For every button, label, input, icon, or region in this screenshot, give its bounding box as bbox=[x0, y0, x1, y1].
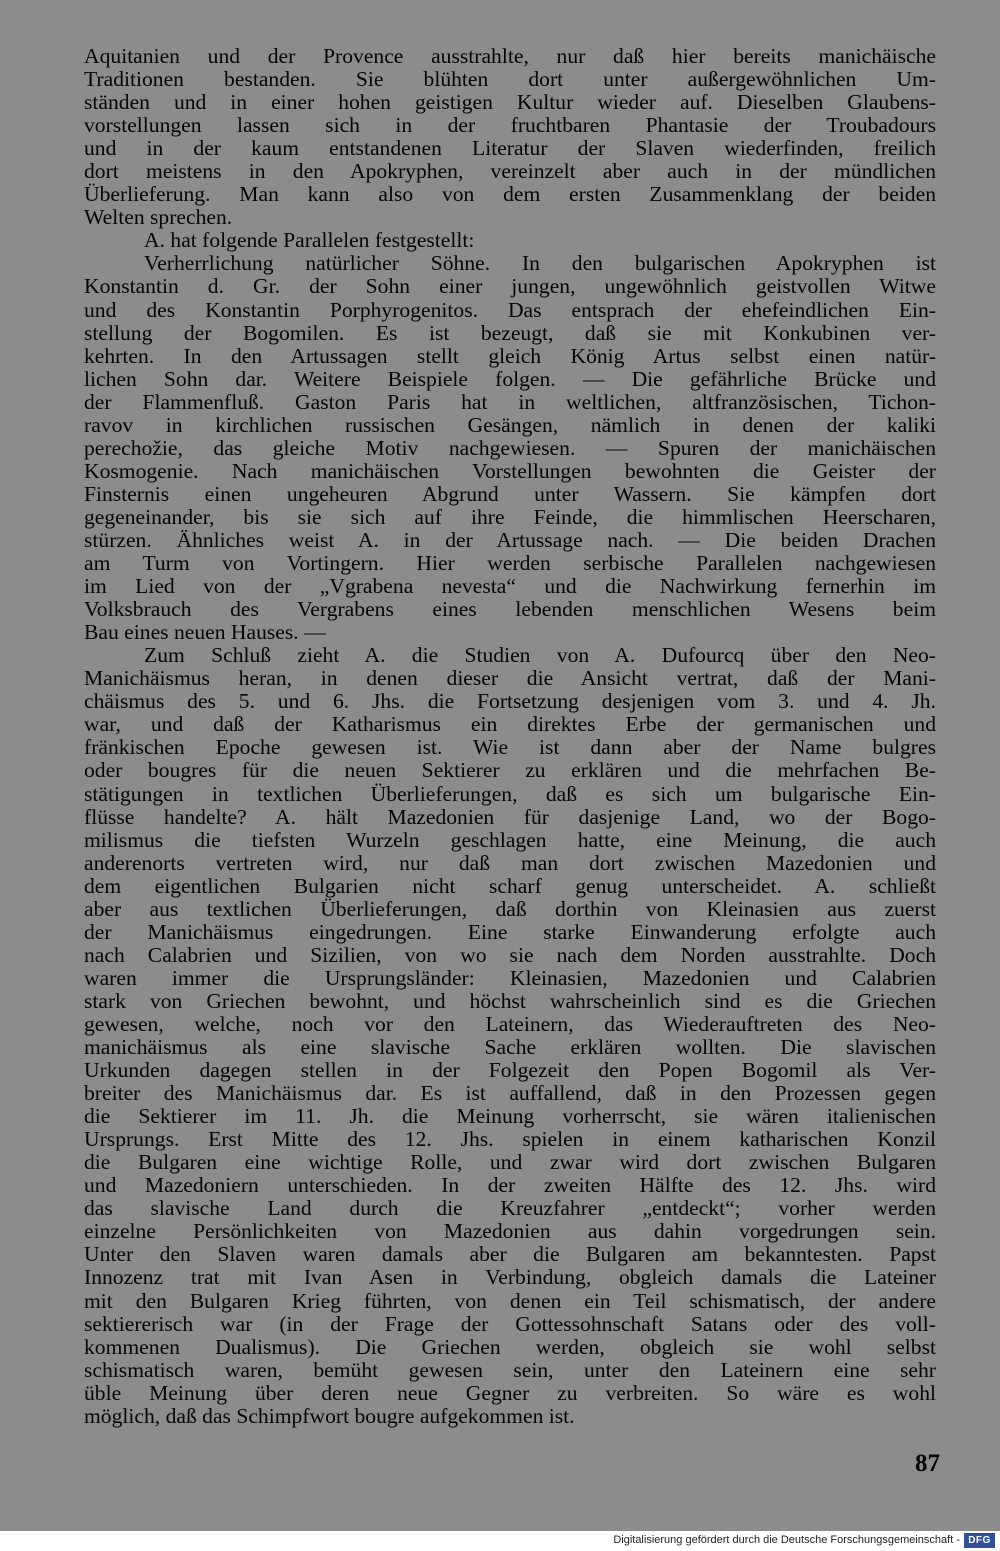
text-line: Überlieferung. Man kann also von dem ersten Zusammenklang der beiden bbox=[84, 182, 936, 207]
text-line: Manichäismus heran, in denen dieser die Ansicht vertrat, daß der Mani- bbox=[84, 666, 936, 691]
text-line: und Mazedoniern unterschieden. In der zweiten Hälfte des 12. Jhs. wird bbox=[84, 1173, 936, 1198]
text-line: die Bulgaren eine wichtige Rolle, und zwar wird dort zwischen Bulgaren bbox=[84, 1150, 936, 1175]
text-line: kehrten. In den Artussagen stellt gleich König Artus selbst einen natür- bbox=[84, 343, 936, 368]
text-line: kommenen Dualismus). Die Griechen werden, obgleich sie wohl selbst bbox=[84, 1334, 936, 1359]
text-line: schismatisch waren, bemüht gewesen sein, unter den Lateinern eine sehr bbox=[84, 1357, 936, 1382]
text-line: Zum Schluß zieht A. die Studien von A. Dufourcq über den Neo- bbox=[144, 643, 936, 668]
dfg-logo-icon: DFG bbox=[964, 1533, 995, 1548]
text-line: der Manichäismus eingedrungen. Eine starke Einwanderung erfolgte auch bbox=[84, 919, 936, 944]
text-line: oder bougres für die neuen Sektierer zu erklären und die mehrfachen Be- bbox=[84, 758, 936, 783]
text-line: nach Calabrien und Sizilien, von wo sie nach dem Norden ausstrahlte. Doch bbox=[84, 942, 936, 967]
footer-credit: Digitalisierung gefördert durch die Deutsche Forschungsgemeinschaft - bbox=[613, 1534, 960, 1546]
text-line: einzelne Persönlichkeiten von Mazedonien aus dahin vorgedrungen sein. bbox=[84, 1219, 936, 1244]
text-line: chäismus des 5. und 6. Jhs. die Fortsetzung desjenigen vom 3. und 4. Jh. bbox=[84, 689, 936, 714]
text-line: Volksbrauch des Vergrabens eines lebenden menschlichen Wesens beim bbox=[84, 597, 936, 622]
text-line: dem eigentlichen Bulgarien nicht scharf genug unterscheidet. A. schließt bbox=[84, 873, 936, 898]
text-line: gegeneinander, bis sie sich auf ihre Feinde, die himmlischen Heerscharen, bbox=[84, 504, 936, 529]
text-line: perechožie, das gleiche Motiv nachgewiesen. — Spuren der manichäischen bbox=[84, 435, 936, 460]
text-line: dort meistens in den Apokryphen, vereinzelt aber auch in der mündlichen bbox=[84, 159, 936, 184]
body-text bbox=[84, 45, 936, 1428]
page-number: 87 bbox=[915, 1450, 940, 1477]
text-line: fränkischen Epoche gewesen ist. Wie ist dann aber der Name bulgres bbox=[84, 735, 936, 760]
text-line: aber aus textlichen Überlieferungen, daß dorthin von Kleinasien aus zuerst bbox=[84, 896, 936, 921]
text-line: stätigungen in textlichen Überlieferungen, daß es sich um bulgarische Ein- bbox=[84, 781, 936, 806]
text-line: Ursprungs. Erst Mitte des 12. Jhs. spielen in einem katharischen Konzil bbox=[84, 1127, 936, 1152]
text-line: flüsse handelte? A. hält Mazedonien für dasjenige Land, wo der Bogo- bbox=[84, 804, 936, 829]
text-line: Innozenz trat mit Ivan Asen in Verbindung, obgleich damals die Lateiner bbox=[84, 1265, 936, 1290]
text-line: Verherrlichung natürlicher Söhne. In den bulgarischen Apokryphen ist bbox=[144, 251, 936, 276]
text-line: Welten sprechen. bbox=[84, 205, 233, 230]
text-line: Unter den Slaven waren damals aber die Bulgaren am bekanntesten. Papst bbox=[84, 1242, 936, 1267]
text-line: das slavische Land durch die Kreuzfahrer „entdeckt“; vorher werden bbox=[84, 1196, 936, 1221]
text-line: Aquitanien und der Provence ausstrahlte, nur daß hier bereits manichäische bbox=[84, 44, 936, 68]
text-line: stark von Griechen bewohnt, und höchst wahrscheinlich sind es die Griechen bbox=[84, 988, 936, 1013]
text-line: die Sektierer im 11. Jh. die Meinung vorherrscht, sie wären italienischen bbox=[84, 1104, 936, 1129]
text-line: möglich, daß das Schimpfwort bougre aufgekommen ist. bbox=[84, 1403, 575, 1428]
digitization-footer bbox=[0, 1531, 1000, 1551]
text-line: lichen Sohn dar. Weitere Beispiele folgen. — Die gefährliche Brücke und bbox=[84, 366, 936, 391]
text-line: waren immer die Ursprungsländer: Kleinasien, Mazedonien und Calabrien bbox=[84, 965, 936, 990]
text-line: mit den Bulgaren Krieg führten, von denen ein Teil schismatisch, der andere bbox=[84, 1288, 936, 1313]
text-line: Konstantin d. Gr. der Sohn einer jungen, ungewöhnlich geistvollen Witwe bbox=[84, 274, 936, 299]
text-line: ständen und in einer hohen geistigen Kultur wieder auf. Dieselben Glaubens- bbox=[84, 90, 936, 115]
text-line: gewesen, welche, noch vor den Lateinern, das Wiederauftreten des Neo- bbox=[84, 1011, 936, 1036]
text-line: sektiererisch war (in der Frage der Gottessohnschaft Satans oder des voll- bbox=[84, 1311, 936, 1336]
text-line: Traditionen bestanden. Sie blühten dort unter außergewöhnlichen Um- bbox=[84, 67, 936, 92]
text-line: und in der kaum entstandenen Literatur der Slaven wiederfinden, freilich bbox=[84, 136, 936, 161]
text-line: manichäismus als eine slavische Sache erklären wollten. Die slavischen bbox=[84, 1035, 936, 1060]
text-line: ravov in kirchlichen russischen Gesängen, nämlich in denen der kaliki bbox=[84, 412, 936, 437]
text-line: anderenorts vertreten wird, nur daß man dort zwischen Mazedonien und bbox=[84, 850, 936, 875]
text-line: der Flammenfluß. Gaston Paris hat in weltlichen, altfranzösischen, Tichon- bbox=[84, 389, 936, 414]
text-line: im Lied von der „Vgrabena nevesta“ und die Nachwirkung fernerhin im bbox=[84, 574, 936, 599]
text-line: Bau eines neuen Hauses. — bbox=[84, 620, 326, 645]
text-line: breiter des Manichäismus dar. Es ist auffallend, daß in den Prozessen gegen bbox=[84, 1081, 936, 1106]
text-line: vorstellungen lassen sich in der fruchtbaren Phantasie der Troubadours bbox=[84, 113, 936, 138]
text-line: Kosmogenie. Nach manichäischen Vorstellungen bewohnten die Geister der bbox=[84, 458, 936, 483]
text-line: war, und daß der Katharismus ein direktes Erbe der germanischen und bbox=[84, 712, 936, 737]
text-line: üble Meinung über deren neue Gegner zu verbreiten. So wäre es wohl bbox=[84, 1380, 936, 1405]
text-line: am Turm von Vortingern. Hier werden serbische Parallelen nachgewiesen bbox=[84, 551, 936, 576]
text-line: Urkunden dagegen stellen in der Folgezeit den Popen Bogomil als Ver- bbox=[84, 1058, 936, 1083]
text-line: A. hat folgende Parallelen festgestellt: bbox=[144, 228, 475, 253]
text-line: milismus die tiefsten Wurzeln geschlagen hatte, eine Meinung, die auch bbox=[84, 827, 936, 852]
text-line: Finsternis einen ungeheuren Abgrund unter Wassern. Sie kämpfen dort bbox=[84, 481, 936, 506]
text-line: stürzen. Ähnliches weist A. in der Artussage nach. — Die beiden Drachen bbox=[84, 527, 936, 552]
text-line: stellung der Bogomilen. Es ist bezeugt, daß sie mit Konkubinen ver- bbox=[84, 320, 936, 345]
text-line: und des Konstantin Porphyrogenitos. Das entsprach der ehefeindlichen Ein- bbox=[84, 297, 936, 322]
